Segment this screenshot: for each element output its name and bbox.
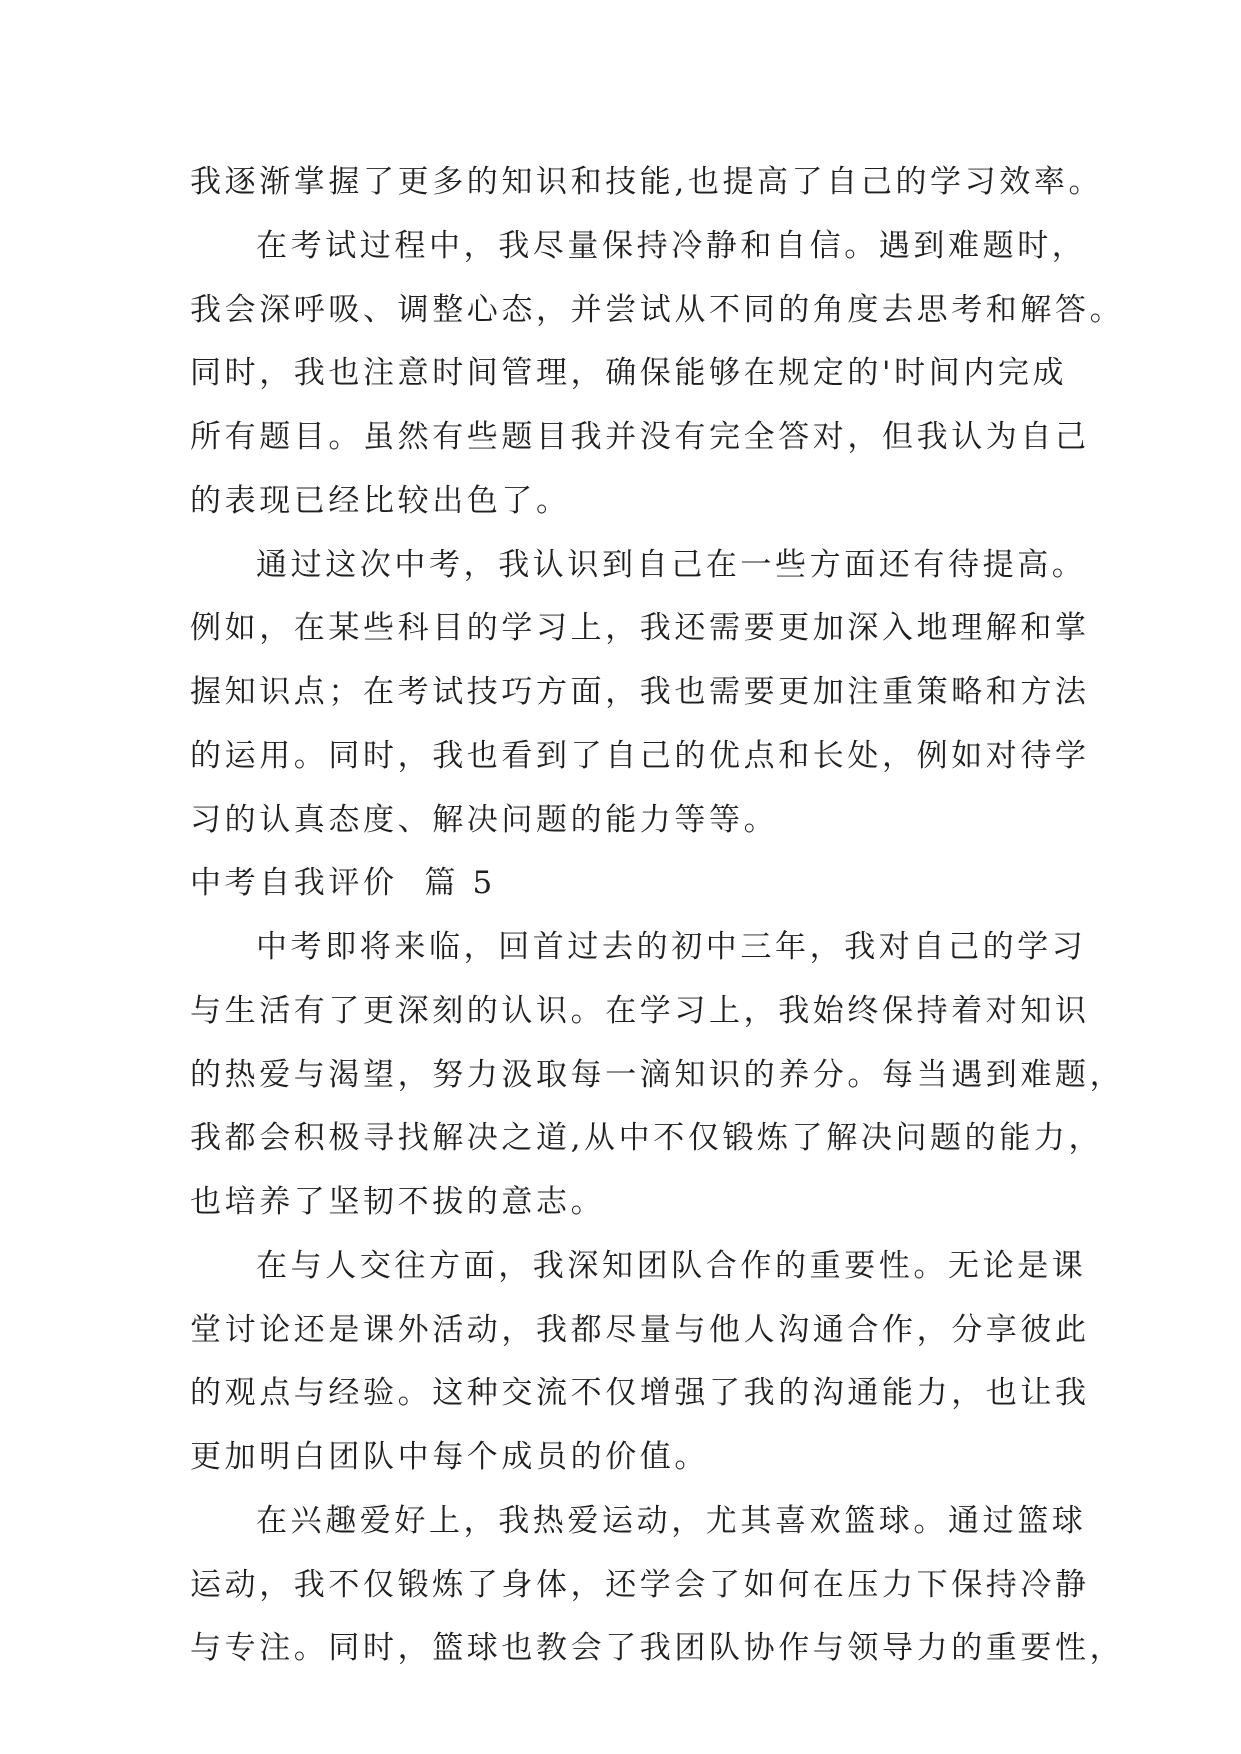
section-heading: 中考自我评价 篇 5 bbox=[190, 865, 496, 901]
text-line: 中考即将来临，回首过去的初中三年，我对自己的学习 bbox=[256, 929, 1087, 965]
text-line: 我都会积极寻找解决之道,从中不仅锻炼了解决问题的能力， bbox=[190, 1120, 1104, 1156]
text-line: 通过这次中考，我认识到自己在一些方面还有待提高。 bbox=[256, 547, 1087, 583]
text-line: 在兴趣爱好上，我热爱运动，尤其喜欢篮球。通过篮球 bbox=[256, 1503, 1087, 1539]
text-line: 的观点与经验。这种交流不仅增强了我的沟通能力，也让我 bbox=[190, 1375, 1090, 1411]
text-line: 更加明白团队中每个成员的价值。 bbox=[190, 1439, 709, 1475]
text-line: 我逐渐掌握了更多的知识和技能,也提高了自己的学习效率。 bbox=[190, 164, 1104, 200]
text-line: 习的认真态度、解决问题的能力等等。 bbox=[190, 802, 779, 838]
text-line: 在考试过程中，我尽量保持冷静和自信。遇到难题时， bbox=[256, 228, 1087, 264]
text-line: 我会深呼吸、调整心态，并尝试从不同的角度去思考和解答。 bbox=[190, 292, 1125, 328]
text-line: 也培养了坚韧不拔的意志。 bbox=[190, 1184, 606, 1220]
text-line: 的表现已经比较出色了。 bbox=[190, 483, 571, 519]
text-line: 运动，我不仅锻炼了身体，还学会了如何在压力下保持冷静 bbox=[190, 1567, 1090, 1603]
text-line: 与生活有了更深刻的认识。在学习上，我始终保持着对知识 bbox=[190, 993, 1090, 1029]
text-line: 的热爱与渴望，努力汲取每一滴知识的养分。每当遇到难题， bbox=[190, 1057, 1125, 1093]
text-line: 例如，在某些科目的学习上，我还需要更加深入地理解和掌 bbox=[190, 610, 1090, 646]
text-line: 堂讨论还是课外活动，我都尽量与他人沟通合作，分享彼此 bbox=[190, 1312, 1090, 1348]
text-line: 与专注。同时，篮球也教会了我团队协作与领导力的重要性， bbox=[190, 1630, 1125, 1666]
text-line: 在与人交往方面，我深知团队合作的重要性。无论是课 bbox=[256, 1248, 1087, 1284]
text-line: 的运用。同时，我也看到了自己的优点和长处，例如对待学 bbox=[190, 738, 1090, 774]
text-line: 同时，我也注意时间管理，确保能够在规定的'时间内完成 bbox=[190, 355, 1068, 391]
text-line: 所有题目。虽然有些题目我并没有完全答对，但我认为自己 bbox=[190, 419, 1090, 455]
text-line: 握知识点；在考试技巧方面，我也需要更加注重策略和方法 bbox=[190, 674, 1090, 710]
